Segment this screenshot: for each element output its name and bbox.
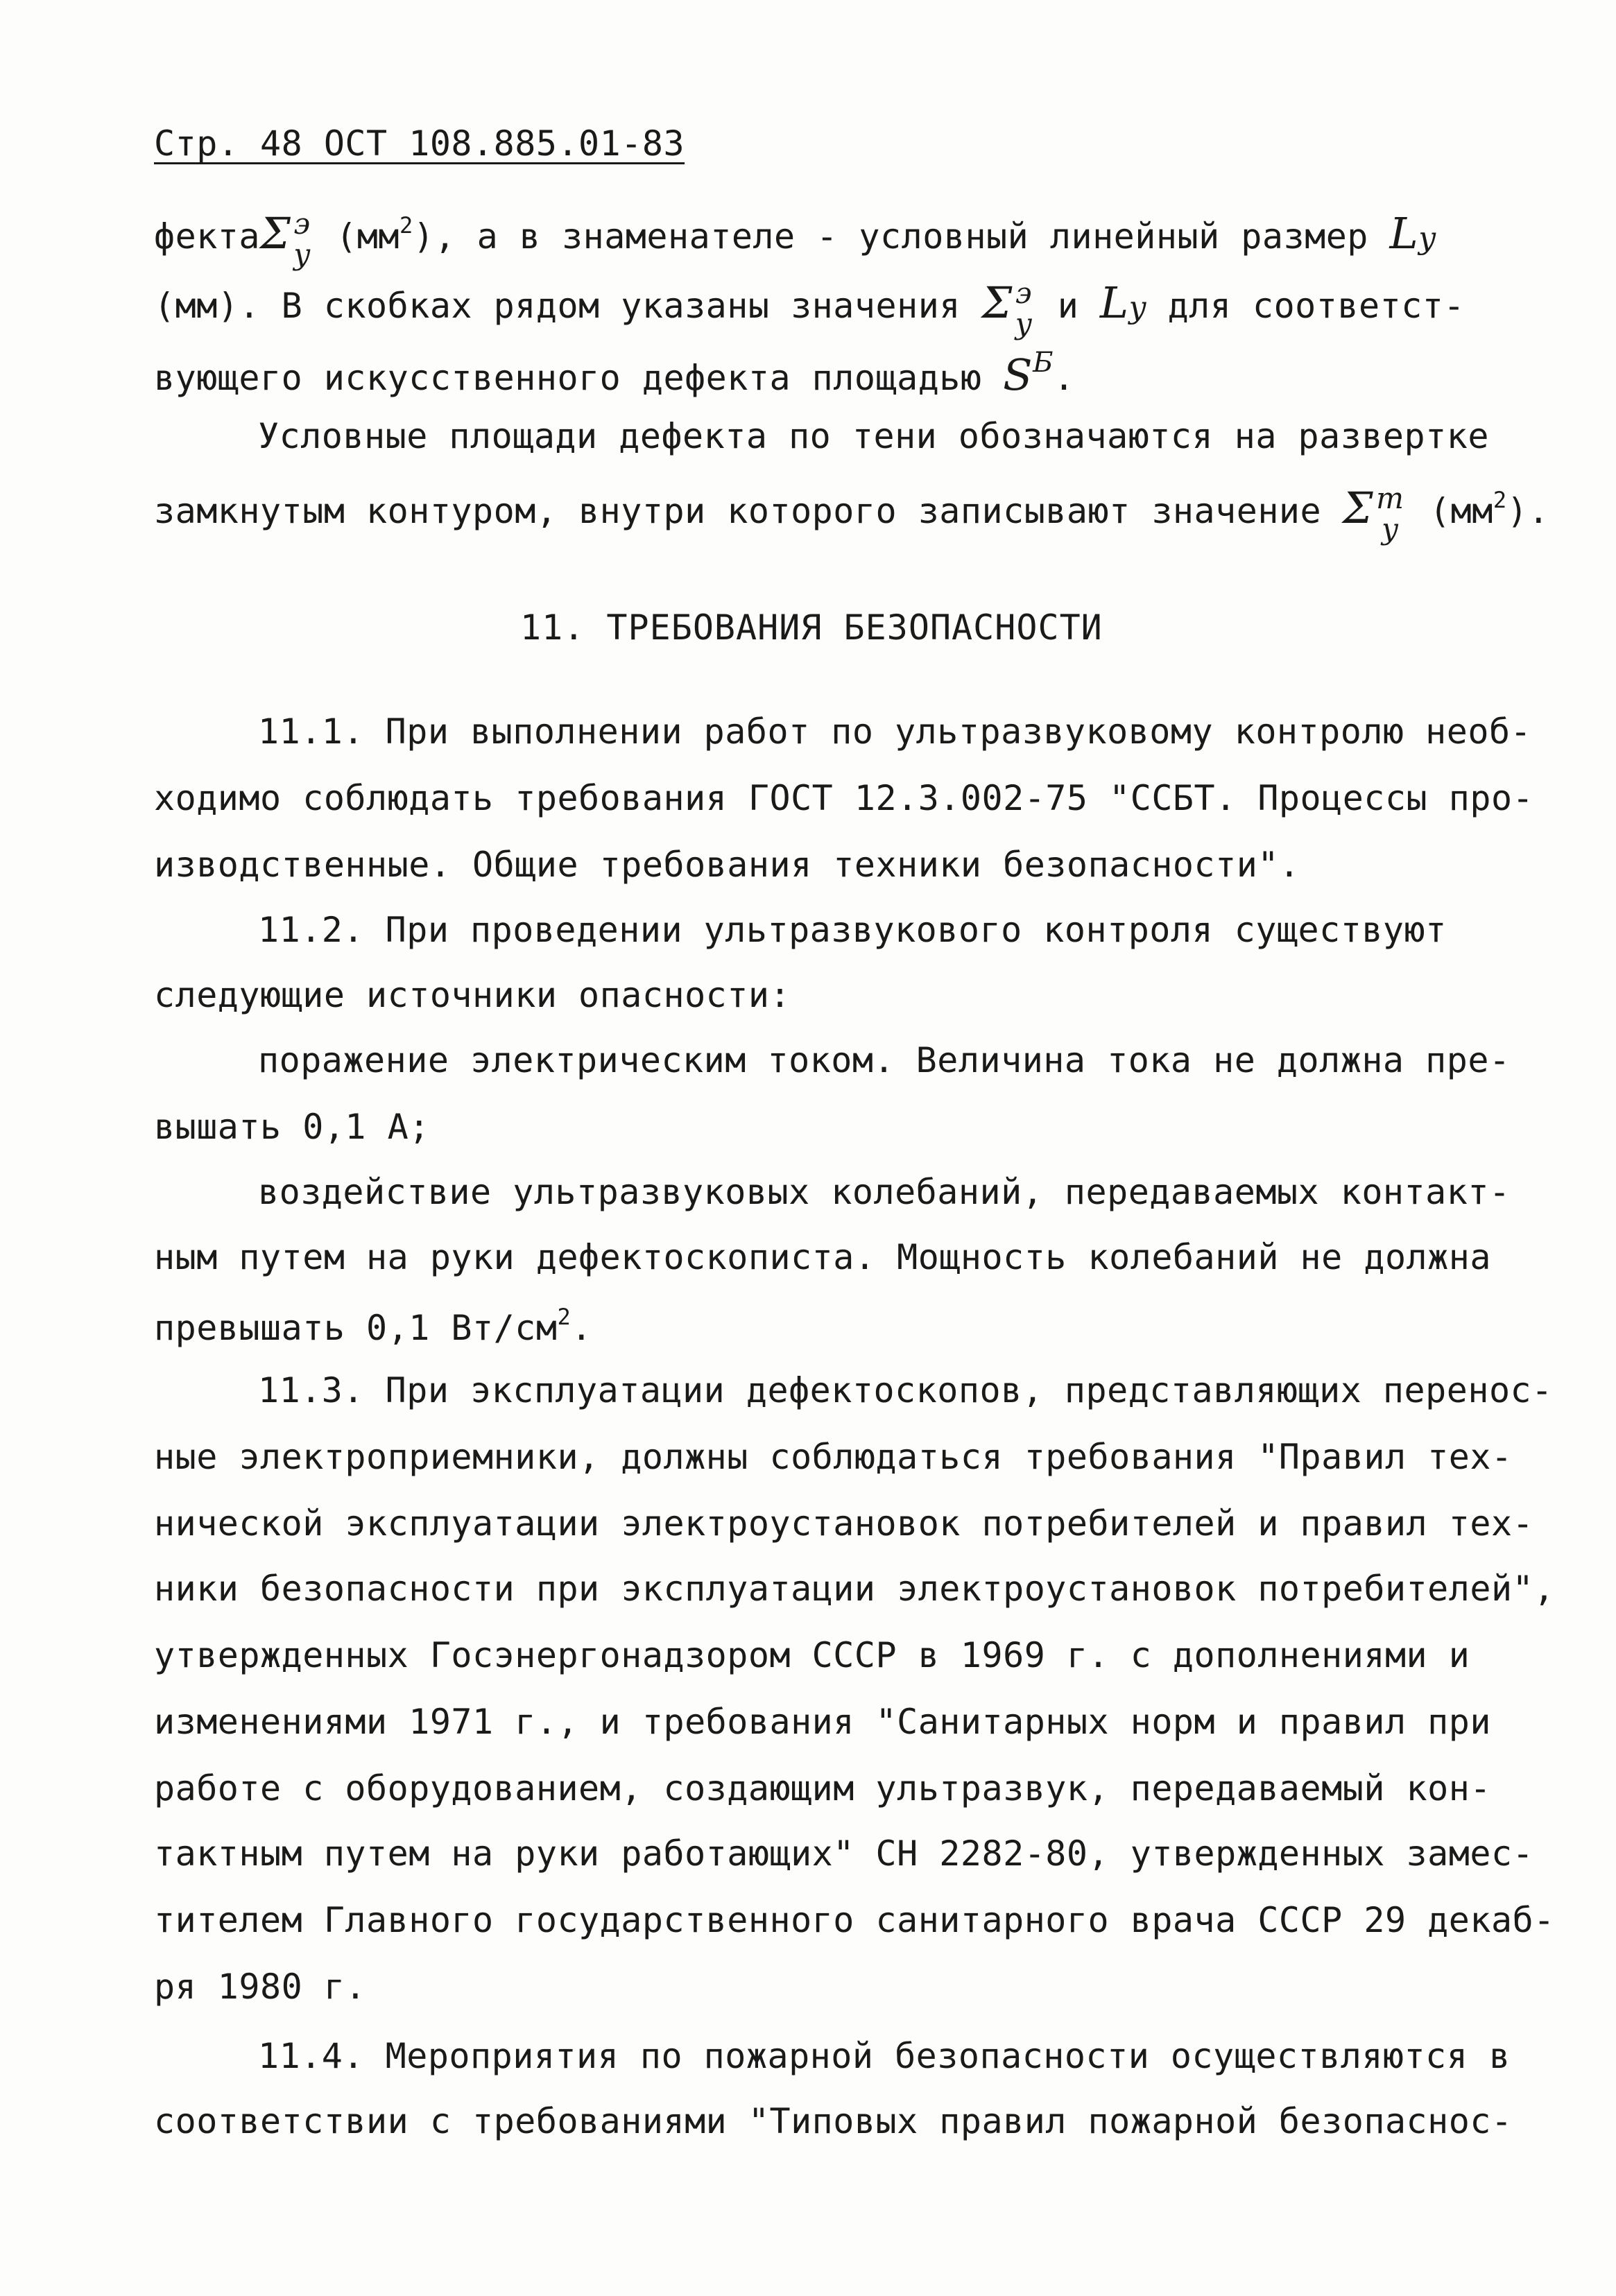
intro-line-2: [154, 277, 1465, 338]
intro-text: для соответст-: [1167, 286, 1465, 326]
intro-text: ).: [1506, 491, 1549, 531]
body-line: тителем Главного государственного санитарного врача СССР 29 декаб-: [154, 1900, 1555, 1940]
body-line: утвержденных Госэнергонадзором СССР в 1969 г. с дополнениями и: [154, 1635, 1470, 1675]
intro-text: (мм: [1429, 491, 1493, 531]
body-line: [154, 1304, 592, 1348]
intro-text: замкнутым контуром, внутри которого записывают значение: [154, 491, 1322, 531]
L-symbol: L: [1389, 208, 1419, 259]
intro-line-5: [154, 483, 1549, 544]
index-y: y: [1382, 511, 1399, 546]
body-line: изводственные. Общие требования техники безопасности".: [154, 845, 1300, 885]
intro-text: фекта: [154, 216, 261, 257]
index-e: э: [293, 206, 311, 241]
section-title: 11. ТРЕБОВАНИЯ БЕЗОПАСНОСТИ: [520, 607, 1103, 648]
body-line: ря 1980 г.: [154, 1967, 367, 2007]
body-line: изменениями 1971 г., и требования "Санитарных норм и правил при: [154, 1702, 1491, 1742]
superscript-2: 2: [399, 212, 413, 239]
S-symbol: S: [1003, 349, 1033, 400]
body-line: нической эксплуатации электроустановок потребителей и правил тех-: [154, 1503, 1534, 1544]
body-line: ные электроприемники, должны соблюдаться требования "Правил тех-: [154, 1437, 1513, 1477]
body-line: ным путем на руки дефектоскописта. Мощность колебаний не должна: [154, 1237, 1491, 1277]
intro-line-1: [154, 208, 1436, 269]
index-y: y: [1015, 306, 1033, 340]
L-symbol: L: [1099, 277, 1129, 328]
body-line: следующие источники опасности:: [154, 975, 791, 1015]
body-line: 11.2. При проведении ультразвукового контроля существуют: [258, 910, 1447, 950]
superscript-B: Б: [1033, 347, 1054, 379]
sigma-indices: [293, 206, 311, 271]
superscript-2: 2: [1493, 487, 1507, 513]
body-line: поражение электрическим током. Величина тока не должна пре-: [258, 1040, 1511, 1080]
body-line: вышать 0,1 А;: [154, 1107, 430, 1147]
L-index-y: y: [1128, 290, 1146, 325]
body-text: .: [571, 1308, 592, 1348]
sigma-indices: [1376, 481, 1404, 546]
intro-text: и: [1057, 286, 1079, 326]
sigma-symbol: Σ: [260, 208, 291, 259]
index-e: э: [1015, 275, 1032, 310]
body-line: ники безопасности при эксплуатации электроустановок потребителей",: [154, 1569, 1555, 1609]
body-line: ходимо соблюдать требования ГОСТ 12.3.002-75 "ССБТ. Процессы про-: [154, 778, 1534, 818]
intro-text: (мм: [336, 216, 400, 257]
body-line: 11.1. При выполнении работ по ультразвуковому контролю необ-: [258, 711, 1532, 752]
sigma-symbol: Σ: [981, 277, 1013, 328]
body-line: 11.4. Мероприятия по пожарной безопасности осуществляются в: [258, 2036, 1511, 2076]
intro-line-3: [154, 347, 1075, 400]
index-t: т: [1376, 481, 1404, 515]
body-line: воздействие ультразвуковых колебаний, передаваемых контакт-: [258, 1172, 1511, 1212]
body-text: превышать 0,1 Вт/см: [154, 1308, 558, 1348]
body-line: работе с оборудованием, создающим ультразвук, передаваемый кон-: [154, 1768, 1491, 1809]
body-line: тактным путем на руки работающих" СН 2282-80, утвержденных замес-: [154, 1833, 1534, 1874]
page-header: Стр. 48 ОСТ 108.885.01-83: [154, 123, 685, 164]
L-index-y: y: [1418, 221, 1436, 256]
intro-line-4: Условные площади дефекта по тени обозначаются на развертке: [258, 416, 1489, 456]
intro-text: вующего искусственного дефекта площадью: [154, 358, 982, 398]
intro-text: ), а в знаменателе - условный линейный размер: [413, 216, 1368, 257]
index-y: y: [293, 236, 311, 271]
superscript-2: 2: [557, 1304, 571, 1330]
sigma-symbol: Σ: [1342, 483, 1374, 533]
body-line: соответствии с требованиями "Типовых правил пожарной безопаснос-: [154, 2101, 1513, 2141]
sigma-indices: [1015, 275, 1033, 340]
intro-text: (мм). В скобках рядом указаны значения: [154, 286, 961, 326]
intro-text: .: [1054, 358, 1075, 398]
body-line: 11.3. При эксплуатации дефектоскопов, представляющих перенос-: [258, 1370, 1553, 1410]
